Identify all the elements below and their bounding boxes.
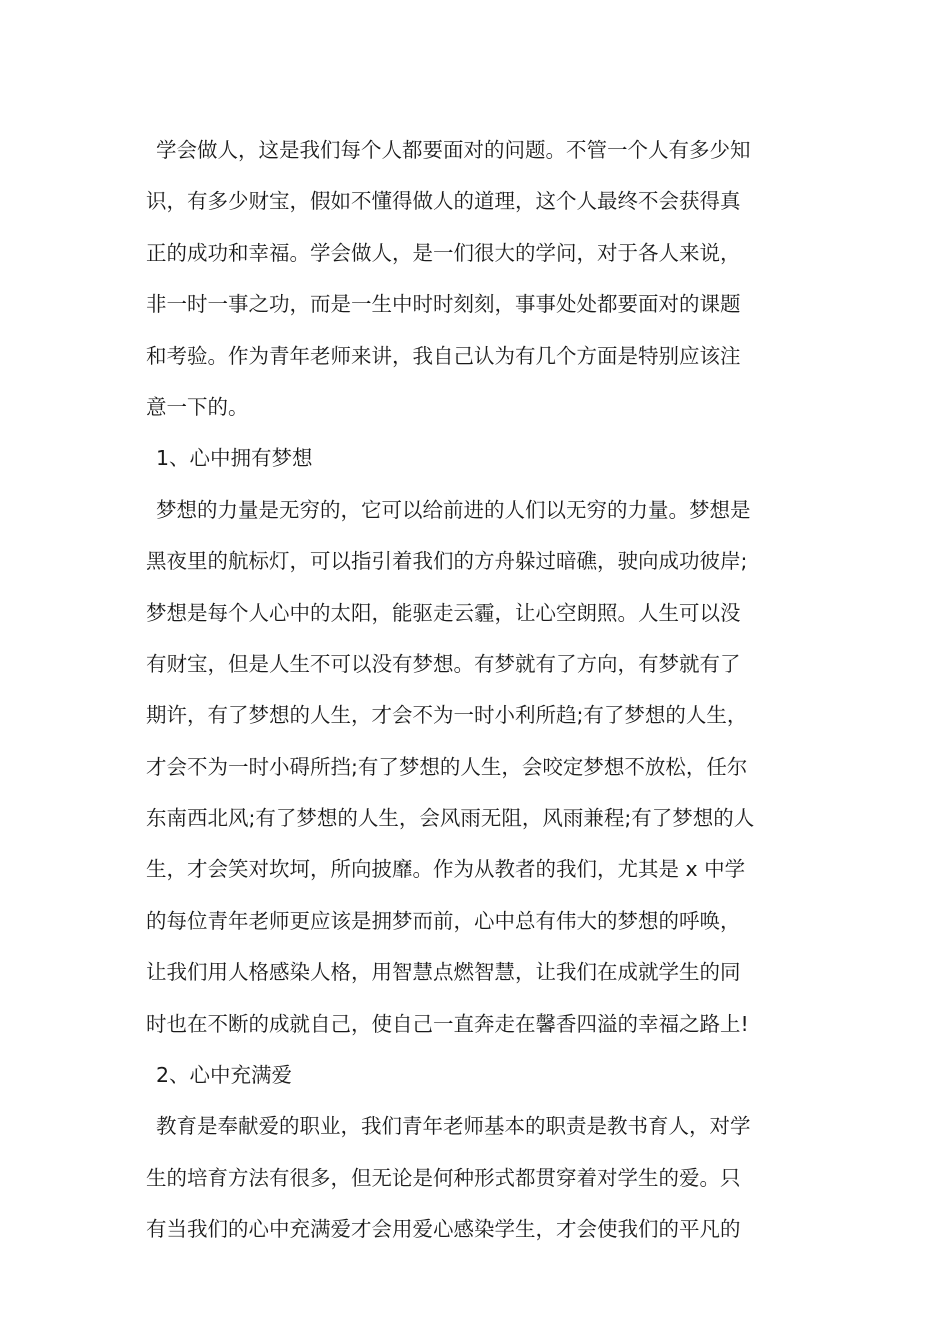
text-line: 非一时一事之功，而是一生中时时刻刻，事事处处都要面对的课题 [146, 292, 741, 317]
text-line: 东南西北风;有了梦想的人生，会风雨无阻，风雨兼程;有了梦想的人 [146, 806, 755, 831]
document-page [146, 131, 816, 1262]
text-line: 的每位青年老师更应该是拥梦而前，心中总有伟大的梦想的呼唤， [146, 908, 741, 933]
paragraph-dream [146, 491, 816, 1056]
text-line: 梦想是每个人心中的太阳，能驱走云霾，让心空朗照。人生可以没 [146, 600, 741, 625]
text-line: 黑夜里的航标灯，可以指引着我们的方舟躲过暗礁，驶向成功彼岸; [146, 549, 748, 574]
text-line: 期许，有了梦想的人生，才会不为一时小利所趋;有了梦想的人生， [146, 703, 748, 728]
text-line: 有当我们的心中充满爱才会用爱心感染学生，才会使我们的平凡的 [146, 1217, 741, 1242]
paragraph-intro [146, 131, 816, 439]
paragraph-love [146, 1107, 816, 1261]
text-line: 学会做人，这是我们每个人都要面对的问题。不管一个人有多少知 [156, 138, 751, 162]
text-line: 意一下的。 [146, 394, 249, 419]
text-line: 有财宝，但是人生不可以没有梦想。有梦就有了方向，有梦就有了 [146, 651, 741, 676]
section-heading-1 [146, 439, 816, 490]
text-line: 时也在不断的成就自己，使自己一直奔走在馨香四溢的幸福之路上! [146, 1011, 749, 1036]
section-heading-2 [146, 1056, 816, 1107]
section-heading-text: 2、心中充满爱 [156, 1063, 293, 1088]
text-line: 和考验。作为青年老师来讲，我自己认为有几个方面是特别应该注 [146, 343, 741, 368]
text-line: 正的成功和幸福。学会做人，是一们很大的学问，对于各人来说， [146, 240, 741, 265]
text-line: 生，才会笑对坎坷，所向披靡。作为从教者的我们，尤其是 x 中学 [146, 857, 746, 882]
text-line: 让我们用人格感染人格，用智慧点燃智慧，让我们在成就学生的同 [146, 960, 741, 985]
text-line: 才会不为一时小碍所挡;有了梦想的人生，会咬定梦想不放松，任尔 [146, 754, 748, 779]
section-heading-text: 1、心中拥有梦想 [156, 446, 313, 471]
text-line: 识，有多少财宝，假如不懂得做人的道理，这个人最终不会获得真 [146, 189, 741, 214]
text-line: 梦想的力量是无穷的，它可以给前进的人们以无穷的力量。梦想是 [156, 497, 751, 522]
text-line: 生的培育方法有很多，但无论是何种形式都贯穿着对学生的爱。只 [146, 1165, 741, 1190]
text-line: 教育是奉献爱的职业，我们青年老师基本的职责是教书育人，对学 [156, 1114, 751, 1139]
